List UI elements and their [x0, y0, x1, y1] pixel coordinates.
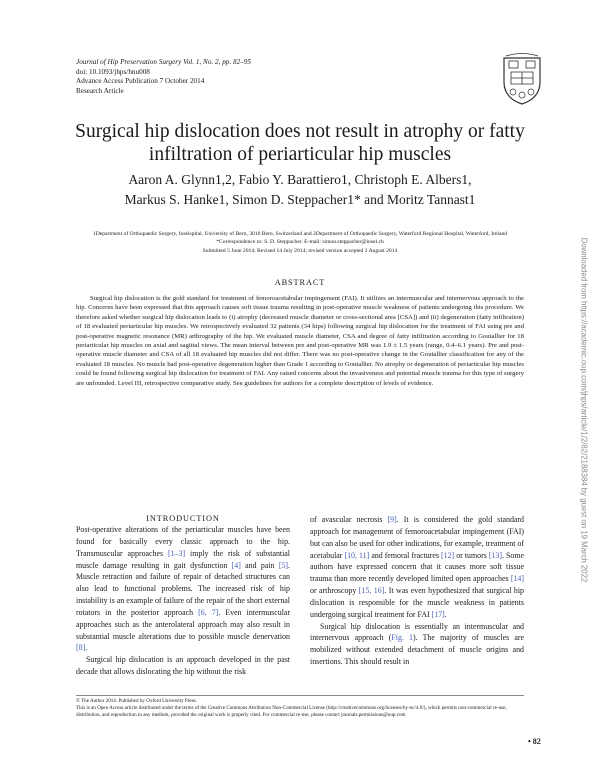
doi-line: doi: 10.1093/jhps/hnu008	[76, 67, 150, 76]
license-text: This is an Open Access article distributed under the terms of the Creative Commons Attribution Non-Commercial License (http://creativecommons.org/licenses/by-nc/4.0/), which permits non-commercial re-use, distribution, and reproduction in any medium, provided the original work is properly cited. For commercial re-use, please contact journals.permissions@oup.com	[76, 705, 507, 719]
citation-link[interactable]: [9]	[387, 515, 397, 524]
download-watermark	[578, 195, 590, 625]
citation-link[interactable]: [14]	[510, 574, 524, 584]
affiliation-text: 1Department of Orthopaedic Surgery, Inselspital, University of Bern, 3010 Bern, Switzerland and 2Department of Orthopaedic Surgery, Waterford Regional Hospital, Waterford, Ireland	[92, 231, 508, 237]
citation-link[interactable]: [5]	[278, 560, 289, 570]
author-line-1: Aaron A. Glynn1,2, Fabio Y. Barattiero1, Christoph E. Albers1,	[128, 172, 472, 187]
citation-link[interactable]: [17]	[431, 609, 445, 619]
intro-paragraph-2: Surgical hip dislocation is an approach developed in the past decade that allows dislocating the hip without the risk	[76, 655, 290, 677]
figure-link[interactable]: Fig. 1	[391, 633, 413, 643]
citation-link[interactable]: [13]	[488, 550, 502, 560]
page-number: • 82	[528, 737, 541, 746]
citation-link[interactable]: [8]	[76, 643, 86, 653]
introduction-heading: INTRODUCTION	[146, 514, 220, 523]
copyright-line: © The Author 2014. Published by Oxford University Press.	[76, 698, 197, 704]
copyright-footer	[76, 695, 524, 720]
citation-link[interactable]: [15, 16]	[358, 586, 385, 596]
download-watermark-text: Downloaded from https://academic.oup.com/jhps/article/1/2/82/2188384 by guest on 19 March 2022	[579, 237, 589, 583]
intro-paragraph-4: Surgical hip dislocation is essentially an intermuscular and internervous approach (Fig. 1). The majority of muscles are mobilized without extended detachment of muscle origins and insertions. This should result in	[310, 621, 525, 667]
citation-link[interactable]: [6, 7]	[198, 607, 219, 617]
journal-citation: Journal of Hip Preservation Surgery Vol. 1, No. 2, pp. 82–95	[76, 58, 251, 66]
citation-link[interactable]: [12]	[441, 550, 455, 560]
affiliations	[80, 230, 520, 255]
advance-access-line: Advance Access Publication 7 October 2014	[76, 77, 205, 86]
intro-paragraph-3: of avascular necrosis [9]. It is considered the gold standard approach for management of femoroacetabular impingement (FAI) but can also be used for other indications, for example, treatment of acetabular [10, 11] and femoral fractures [12] or tumors [13]. Some authors have expressed concern that it causes more soft tissue trauma than more recently developed limited open approaches [14] or arthroscopy [15, 16]. It was even hypothesized that surgical hip dislocation is responsible for the muscle weakness in patients undergoing surgical treatment for FAI [17].	[310, 515, 525, 619]
abstract-heading: ABSTRACT	[274, 278, 326, 287]
correspondence-line: *Correspondence to: S. D. Steppacher. E-mail: simon.steppacher@insel.ch	[216, 239, 384, 246]
submission-dates: Submitted 5 June 2014; Revised 14 July 2014; revised version accepted 2 August 2014	[202, 247, 398, 254]
article-title: Surgical hip dislocation does not result in atrophy or fatty infiltration of periarticular hip muscles	[75, 121, 525, 165]
article-type: Research Article	[76, 86, 124, 95]
journal-metadata	[76, 58, 251, 96]
body-column-left	[76, 524, 290, 678]
abstract-text: Surgical hip dislocation is the gold standard for treatment of femoroacetabular impingement (FAI). It utilizes an intermuscular and internervous approach to the hip. Concerns have been expressed that this approach causes soft tissue trauma resulting in post-operative muscle weakness of patients undergoing this procedure. We therefore asked whether surgical hip dislocation leads to (i) atrophy (decreased muscle diameter or cross-sectional area [CSA]) and (ii) degeneration (fatty infiltration) of 18 evaluated periarticular hip muscles. We retrospectively evaluated 32 patients (34 hips) following surgical hip dislocation for the treatment of FAI using pre and post-operative magnetic resonance (MR) arthrography of the hip. We evaluated muscle diameter, CSA and degree of fatty infiltration according to Goutallier for 18 periarticular hip muscles on axial and sagittal views. The mean interval between pre and post-operative MR was 1.9 ± 1.5 years (range, 0.4–6.1 years). Pre and post-operative muscle diameter and CSA of all 18 evaluated hip muscles did not differ. There was no post-operative change in the Goutallier classification for any of the evaluated 18 muscles. No muscle had post-operative degeneration higher than Grade 1 according to Goutallier. No atrophy or degeneration of periarticular hip muscles could be found following surgical hip dislocation for treatment of FAI. Any raised concerns about the invasiveness and potential muscle trauma for this type of surgery are unfounded. Level III, retrospective comparative study. See guidelines for authors for a complete description of levels of evidence.	[76, 295, 524, 387]
author-line-2: Markus S. Hanke1, Simon D. Steppacher1* and Moritz Tannast1	[124, 192, 476, 207]
citation-link[interactable]: [1–3]	[167, 548, 186, 558]
author-list	[60, 170, 540, 210]
publisher-crest-icon	[500, 52, 544, 106]
intro-paragraph-1: Post-operative alterations of the periarticular muscles have been found for basically every classic approach to the hip. Transmuscular approaches [1–3] imply the risk of substantial muscle damage resulting in gait dysfunction [4] and pain [5]. Muscle retraction and failure of repair of detached structures can also lead to functional problems. The increased risk of hip instability is an example of failure of the repair of the short external rotators in the posterior approach [6, 7]. Even intermuscular approaches such as the anterolateral approach may also result in substantial muscle alterations due to possible muscle denervation [8].	[76, 525, 291, 653]
citation-link[interactable]: [4]	[231, 560, 241, 570]
body-column-right	[310, 514, 524, 668]
citation-link[interactable]: [10, 11]	[344, 550, 370, 560]
